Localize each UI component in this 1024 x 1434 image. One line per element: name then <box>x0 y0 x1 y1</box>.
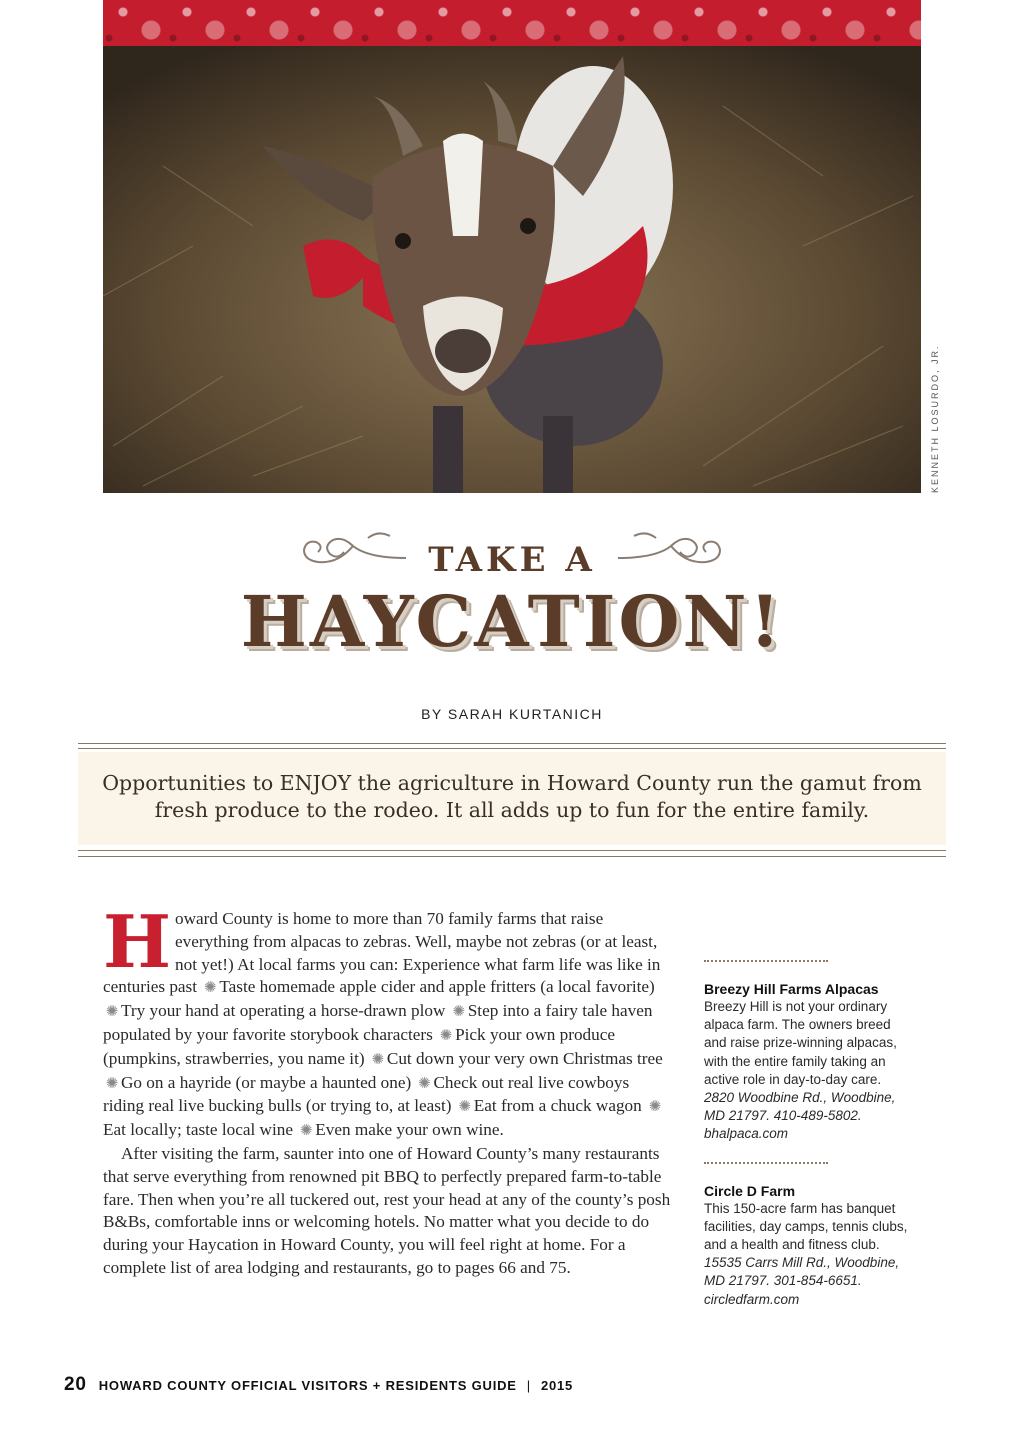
asterisk-bullet-icon: ✺ <box>204 980 217 997</box>
listing-address: 2820 Woodbine Rd., Woodbine, MD 21797. 410-489-5802. bhalpaca.com <box>704 1090 896 1142</box>
listing-description: Breezy Hill is not your ordinary alpaca farm. The owners breed and raise prize-winning alpacas, with the entire family taking an active role in day-to-day care. <box>704 999 897 1087</box>
asterisk-bullet-icon: ✺ <box>439 1027 453 1044</box>
article-paragraph-2: After visiting the farm, saunter into one of Howard County’s many restaurants that serve everything from renowned pit BBQ to perfectly prepared farm-to-table fare. Then when you’re all tuckered out, rest your head at any of the county’s posh B&Bs, comfortable inns or welcoming hotels. No matter what you decide to do during your Haycation in Howard County, you will feel right at home. For a complete list of area lodging and restaurants, go to pages 66 and 75. <box>103 1143 671 1277</box>
article-body <box>103 899 673 1280</box>
page-number: 20 <box>64 1374 87 1395</box>
article-item: Eat from a chuck wagon <box>473 1096 642 1116</box>
dek-top-rule <box>78 743 946 744</box>
asterisk-bullet-icon: ✺ <box>105 1075 119 1092</box>
asterisk-bullet-icon: ✺ <box>371 1051 385 1068</box>
listing-description: This 150-acre farm has banquet facilities, day camps, tennis clubs, and a health and fitness club. <box>704 1200 908 1253</box>
dek-text: Opportunities to ENJOY the agriculture in Howard County run the gamut from fresh produce to the rodeo. It all adds up to fun for the entire family. <box>102 771 922 822</box>
article-item: Cut down your very own Christmas tree <box>386 1048 663 1068</box>
article-item: Check out real live cowboys riding real live bucking bulls (or trying to, at least) <box>103 1072 630 1116</box>
goat-photo <box>103 46 921 493</box>
article-item: Even make your own wine. <box>315 1120 504 1140</box>
byline: BY SARAH KURTANICH <box>421 706 603 722</box>
photo-credit: KENNETH LOSURDO, JR. <box>930 344 940 493</box>
page-footer <box>64 1374 573 1396</box>
listing-name: Breezy Hill Farms Alpacas <box>704 981 879 997</box>
article-item: Step into a fairy tale haven populated by your favorite storybook characters <box>103 1001 653 1044</box>
asterisk-bullet-icon: ✺ <box>418 1075 431 1092</box>
article-item: Pick your own produce (pumpkins, strawberries, you name it) <box>103 1024 616 1068</box>
article-paragraph-1 <box>103 899 673 1143</box>
dotted-divider <box>704 1162 828 1164</box>
listing-name: Circle D Farm <box>704 1182 796 1199</box>
article-item: Go on a hayride (or maybe a haunted one) <box>121 1072 412 1092</box>
article-intro: oward County is home to more than 70 family farms that raise everything from alpacas to zebras. Well, maybe not zebras (or at least, not yet!) At local farms you can: Experience what farm life was like in centuries past <box>103 909 661 997</box>
drop-cap: H <box>103 899 172 984</box>
title-kicker: TAKE A <box>428 540 596 580</box>
article-item: Try your hand at operating a horse-drawn plow <box>121 1001 446 1021</box>
listing-breezy-hill <box>704 980 914 1144</box>
asterisk-bullet-icon: ✺ <box>299 1123 313 1140</box>
article-item: Taste homemade apple cider and apple fritters (a local favorite) <box>219 977 655 997</box>
goat-illustration <box>103 46 921 493</box>
dek-box <box>78 752 946 845</box>
listing-address: 15535 Carrs Mill Rd., Woodbine, MD 21797. 301-854-6651. circledfarm.com <box>704 1255 900 1307</box>
article-item: Eat locally; taste local wine <box>103 1120 293 1140</box>
footer-separator: | <box>526 1378 531 1393</box>
dek-bottom-rule <box>78 856 946 857</box>
publication-name: HOWARD COUNTY OFFICIAL VISITORS + RESIDENTS GUIDE <box>98 1378 517 1393</box>
asterisk-bullet-icon: ✺ <box>458 1099 472 1116</box>
dek-top-rule-inner <box>78 748 946 749</box>
bandana-pattern-banner <box>103 0 921 46</box>
farm-listings-sidebar <box>704 960 914 1327</box>
dek-bottom-rule-inner <box>78 850 946 851</box>
asterisk-bullet-icon: ✺ <box>648 1099 662 1116</box>
asterisk-bullet-icon: ✺ <box>105 1004 119 1021</box>
asterisk-bullet-icon: ✺ <box>452 1004 466 1021</box>
dotted-divider <box>704 960 828 962</box>
listing-circle-d <box>704 1182 914 1309</box>
publication-year: 2015 <box>540 1378 574 1393</box>
page-title: HAYCATION! <box>240 580 784 663</box>
